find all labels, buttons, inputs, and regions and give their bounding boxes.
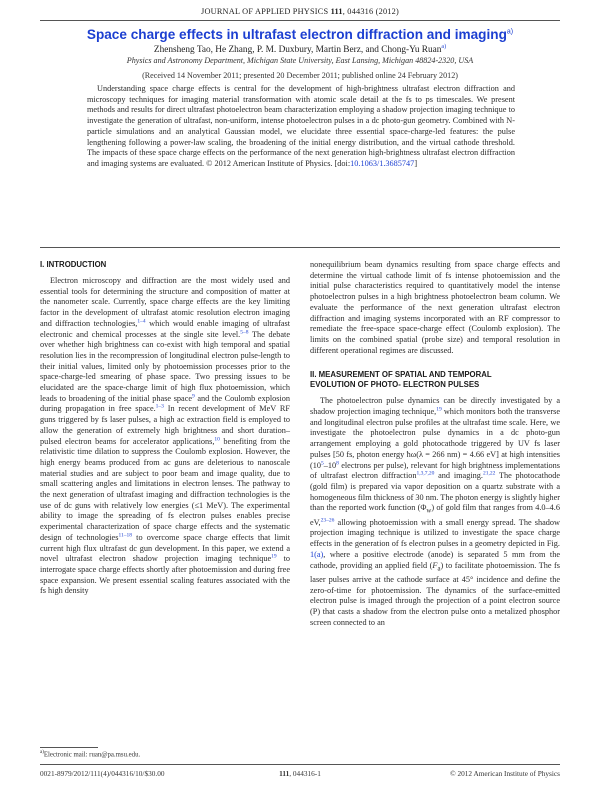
citation-ref[interactable]: 21,22 xyxy=(482,470,496,477)
citation-ref[interactable]: 10 xyxy=(214,435,220,442)
abstract-copyright: © 2012 American Institute of Physics. xyxy=(206,158,333,168)
publication-dates: (Received 14 November 2011; presented 20 December 2011; published online 24 February 2012) xyxy=(142,71,458,80)
title-footnote-marker[interactable]: a) xyxy=(506,28,514,36)
footer-rule xyxy=(40,764,560,765)
doi-close: ] xyxy=(414,158,418,168)
footnote-marker: a) xyxy=(40,750,44,755)
introduction-paragraph-continued: nonequilibrium beam dynamics resulting from space charge effects and determine the virtual cathode limit of fs intense photoemission and the initial pulse characteristics required to quantitatively model the intense photoelectron pulses in a high brightness photoelectron beam column. We evaluate the performance of the next generation ultrafast electron diffraction and imaging systems incorporated with an RF compressor to remediate the free-space space-charge effect (Coulomb explosion). The limits on the combined spatial (probe size) and temporal resolution in different operational regimes are discussed. xyxy=(310,260,560,355)
footer-issn: 0021-8979/2012/111(4)/044316/10/$30.00 xyxy=(40,769,165,778)
exponent: 5 xyxy=(321,459,324,466)
citation-ref[interactable]: 19 xyxy=(436,406,442,413)
citation-ref[interactable]: 19 xyxy=(271,553,277,560)
journal-header xyxy=(0,7,600,16)
subscript: a xyxy=(437,565,441,573)
citation-ref[interactable]: 1,3,7,20 xyxy=(416,470,435,477)
citation-ref[interactable]: 1–4 xyxy=(137,318,146,325)
citation-ref[interactable]: 9 xyxy=(192,392,195,399)
author-names: Zhensheng Tao, He Zhang, P. M. Duxbury, Martin Berz, and Chong-Yu Ruan xyxy=(153,45,442,56)
exponent: 8 xyxy=(336,459,339,466)
abstract-rule xyxy=(40,247,560,248)
section-heading-measurement: II. MEASUREMENT OF SPATIAL AND TEMPORAL EVOLUTION OF PHOTO- ELECTRON PULSES xyxy=(310,370,492,390)
journal-issue-info: , 044316 (2012) xyxy=(342,7,399,16)
abstract-text: Understanding space charge effects is central for the development of high-brightness ultrafast electron diffraction and microscopy techniques for imaging material transformation with atomic scale detail at the fs to ps timescales. We present methods and results for direct ultrafast photoelectron beam characterization employing a shadow projection imaging technique to investigate the generation of ultrafast, non-uniform, intense photoelectron pulses in a dc photo-gun geometry. Combined with N-particle simulations and an analytical Gaussian model, we elucidate three essential space-charge-led features: the pulse lengthening following a power-law scaling, the broadening of the initial energy distribution, and the virtual cathode threshold. The impacts of these space charge effects on the performance of the next generation high-brightness ultrafast electron diffraction and imaging systems are evaluated. xyxy=(87,84,515,168)
introduction-paragraph: Electron microscopy and diffraction are the most widely used and essential tools for determining the structure and composition of matter at the nanometer scale. Currently, space charge effects are the key limiting factor in the development of ultrafast atomic resolution electron imaging and diffraction technologies,$^{1-4}$ which would enable imaging of ultrafast electronic and chemical processes at the single site level.$^{5-8}$ The debate over whether high brightness can co-exist with high temporal and spatial resolution lies in the recompression of longitudinal electron pulse-length to their initial values, limited only by photoemission processes prior to the space-charge-led smearing of phase space. Two pressing issues to be elucidated are the space-charge limit of high flux photoemission, which leads to broadening of the initial phase space$^9$ and the Coulomb explosion during propagation in free space.$^{1-3}$ In recent development of MeV RF guns triggered by fs laser pulses, a high ac extraction field is employed to allow the generation of extremely high brightness and short duration–pulsed electron beams for accelerator applications,$^{10}$ benefiting from the relativistic time dilation to suppress the Coulomb explosion. However, the high energy beams produced from ac guns are deleterious to nanoscale material studies and are subject to poor beam and image quality, due to small scattering angles and limitations in electron lenses. The pathway to the next generation of ultrafast imaging and diffraction technologies is the use of dc guns with relatively low energies (≤1 MeV). The experimental ability to image the spreading of fs electron pulses enables precise experimental characterization of space charge effects and the systematic design of technologies$^{11-18}$ to overcome space charge effects that limit current high flux ultrafast dc gun development. In this paper, we extend a novel ultrafast electron shadow projection imaging technique$^{19}$ to interrogate space charge effects shortly after photoemission and during free space expansion. We present essential scaling features associated with the fs high density xyxy=(40,276,291,596)
affiliation: Physics and Astronomy Department, Michigan State University, East Lansing, Michigan 48824-2320, USA xyxy=(126,56,474,65)
doi-link[interactable]: 10.1063/1.3685747 xyxy=(350,158,415,168)
citation-ref[interactable]: 1–3 xyxy=(155,403,164,410)
article-title xyxy=(0,27,600,42)
footer-copyright: © 2012 American Institute of Physics xyxy=(450,769,560,778)
article-title-text: Space charge effects in ultrafast electron diffraction and imaging xyxy=(86,27,507,42)
citation-ref[interactable]: 23–26 xyxy=(320,516,335,523)
citation-ref[interactable]: 5–8 xyxy=(240,328,249,335)
footer-page: , 044316-1 xyxy=(289,769,321,778)
abstract xyxy=(87,84,515,170)
citation-ref[interactable]: 11–18 xyxy=(118,532,132,539)
journal-volume: 111 xyxy=(330,7,343,16)
footer-volume: 111 xyxy=(279,769,290,778)
figure-ref-link[interactable]: 1(a) xyxy=(310,549,324,559)
right-column xyxy=(310,260,560,628)
footnote-text: Electronic mail: ruan@pa.msu.edu. xyxy=(43,751,141,759)
footnote-rule xyxy=(40,747,98,748)
author-footnote-marker[interactable]: a) xyxy=(441,44,447,50)
field-symbol: F xyxy=(432,560,438,570)
journal-name: JOURNAL OF APPLIED PHYSICS xyxy=(201,7,331,16)
header-rule xyxy=(40,20,560,21)
subscript: w xyxy=(426,508,432,515)
measurement-paragraph: The photoelectron pulse dynamics can be directly investigated by a shadow projection imaging technique,$^{19}$ which monitors both the transverse and longitudinal electron pulse profiles at the ultrafast time scale. Here, we investigate the photoelectron pulse dynamics in a dc photo-gun arrangement employing a gold photocathode triggered by UV fs laser pulses [50 fs, photon energy ħω(λ = 266 nm) = 4.66 eV] at high intensities ($10^5-10^8$ electrons per pulse), relevant for high brightness implementations of ultrafast electron diffraction$^{1,3,7,20}$ and imaging.$^{21,22}$ The photocathode (gold film) is prepared via vapor deposition on a quartz substrate with a homogeneous film thickness of 30 nm. The photon energy is slightly higher than the reported work function $(\Phi_w)$ of gold film that ranges from 4.0–4.6 eV,$^{23-26}$ allowing photoemission with a small energy spread. The shadow projection imaging technique is utilized to investigate the space charge effects in the generation of fs electron pulses in a geometry depicted in Fig. 1(a), where a positive electrode (anode) is separated 5 mm from the cathode, providing an applied field $(F_a)$ to facilitate photoemission. The fs laser pulses arrive at the cathode surface at 45° incidence and define the zero-of-time for photoemission. The dynamics of the surface-emitted electron pulse is imaged through the projection of a point electron source (P) that casts a shadow from the electron pulse onto a metalized phosphor screen connected to an xyxy=(310,396,561,627)
doi-open: [doi: xyxy=(332,158,351,168)
footnote xyxy=(40,750,290,758)
left-column xyxy=(40,260,290,597)
section-heading-introduction: I. INTRODUCTION xyxy=(40,260,107,269)
author-list xyxy=(0,44,600,55)
